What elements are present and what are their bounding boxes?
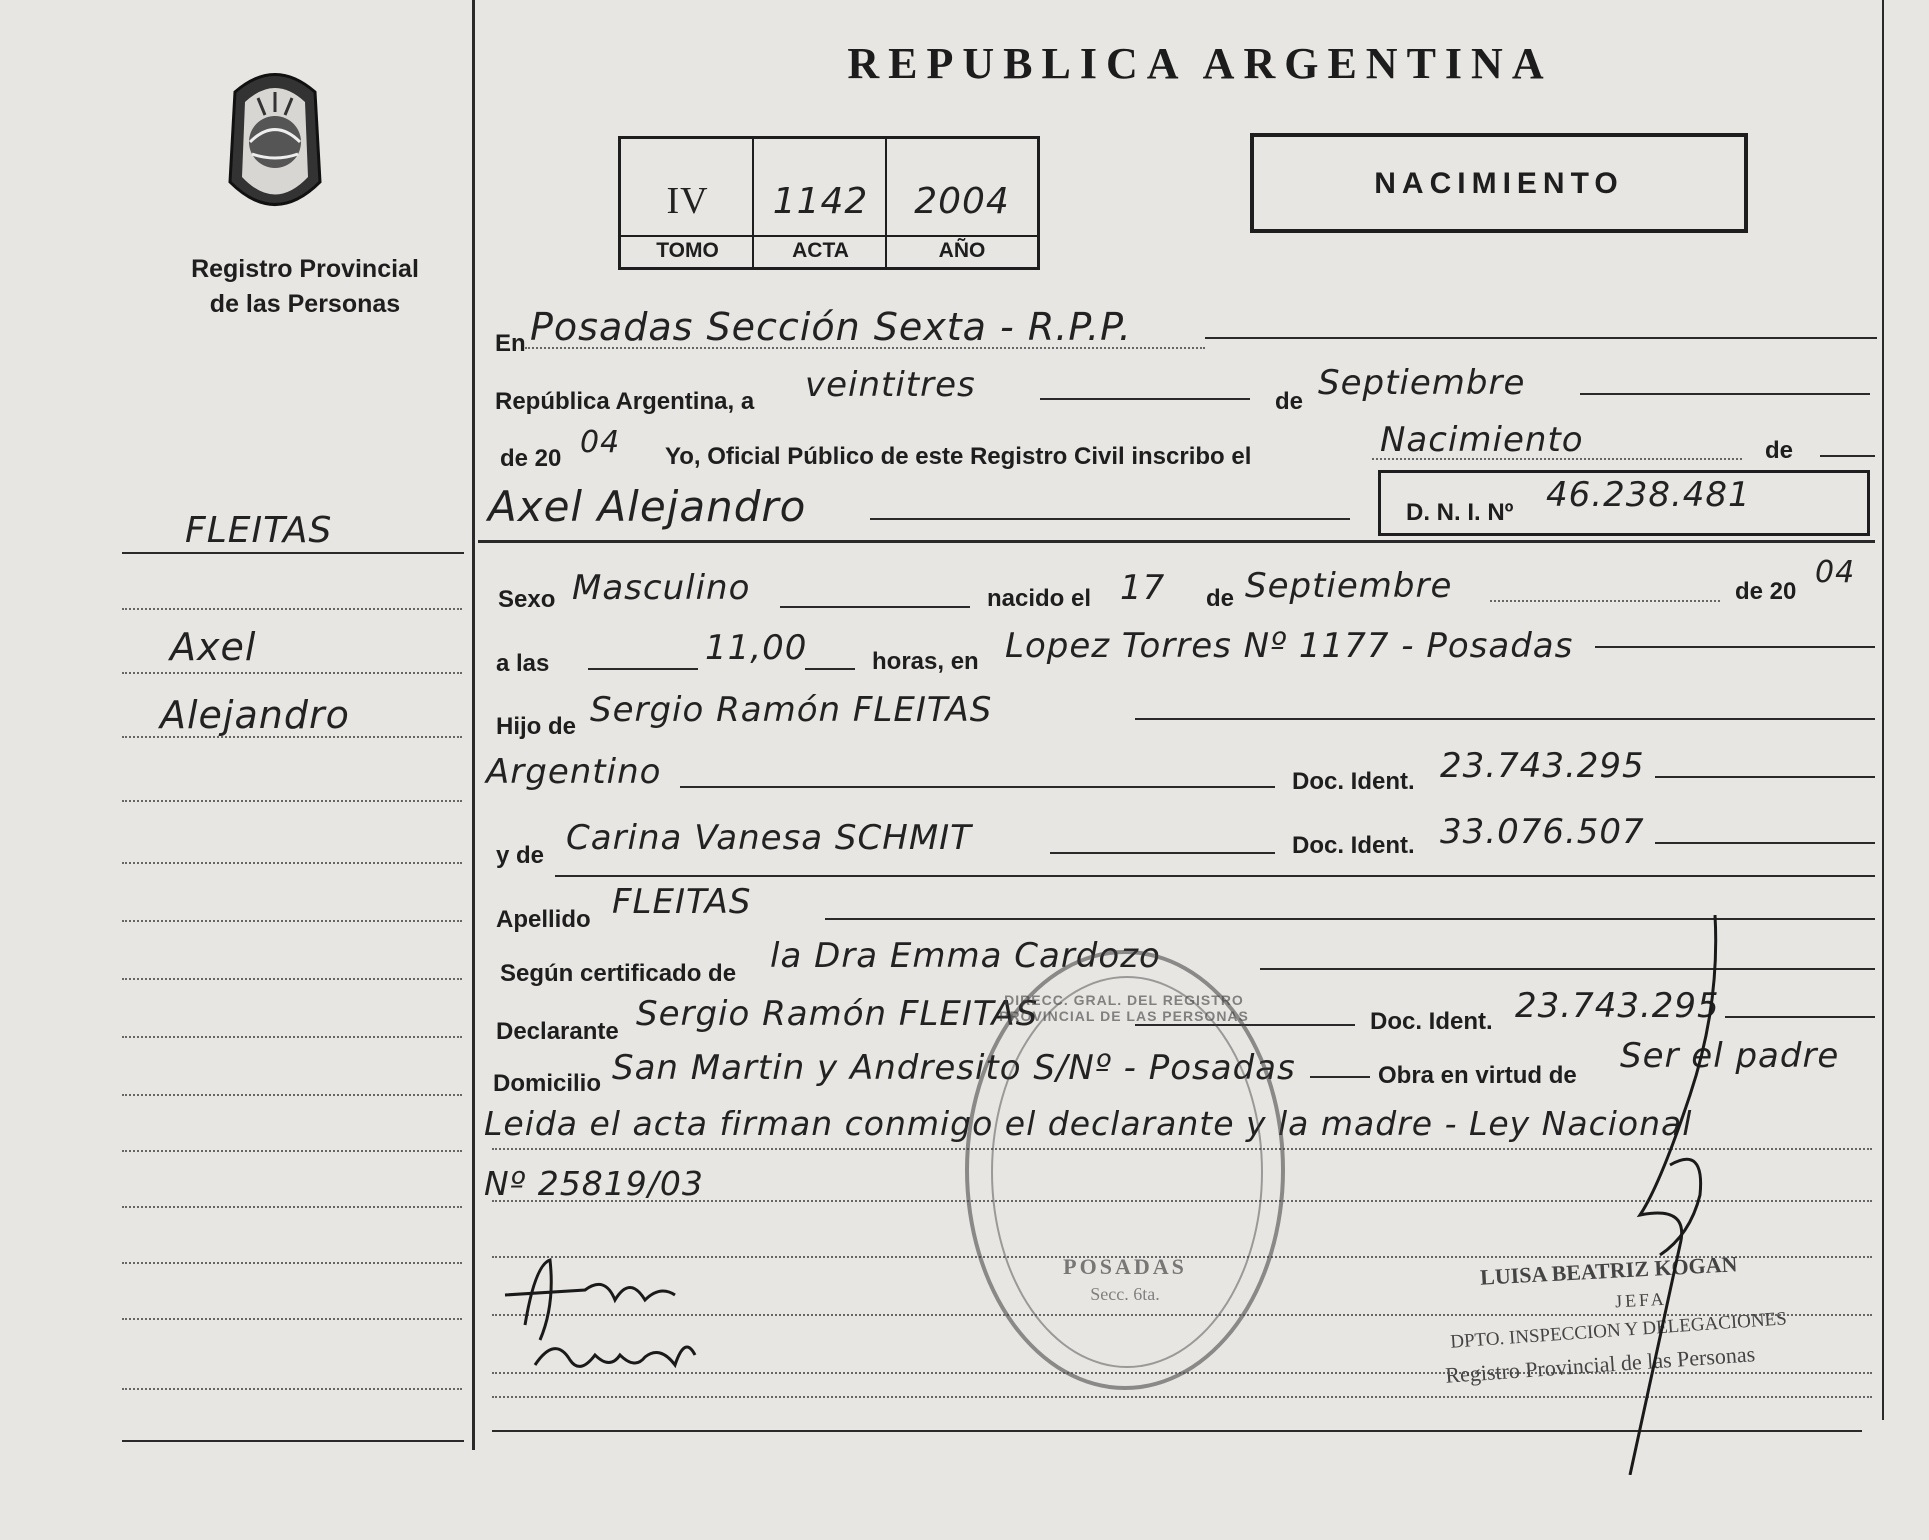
birth-place-line bbox=[1595, 646, 1875, 648]
signature-official bbox=[1620, 915, 1740, 1475]
de-label-3: de bbox=[1206, 585, 1235, 612]
apellido-value: FLEITAS bbox=[612, 882, 752, 922]
registry-name-line2: de las Personas bbox=[209, 290, 401, 318]
de-label-2: de bbox=[1765, 437, 1794, 464]
dni-box bbox=[1378, 470, 1870, 536]
stamp-inner-ring bbox=[991, 976, 1263, 1368]
month-value: Septiembre bbox=[1318, 363, 1526, 403]
margin-given-name-2: Alejandro bbox=[160, 693, 350, 737]
declarante-doc-value: 23.743.295 bbox=[1515, 986, 1720, 1026]
stamp-section: Secc. 6ta. bbox=[1090, 1284, 1160, 1304]
father-doc-line bbox=[1655, 776, 1875, 778]
domicilio-label: Domicilio bbox=[493, 1070, 602, 1097]
margin-dotted-line bbox=[122, 862, 462, 864]
official-name: LUISA BEATRIZ KOGAN bbox=[1479, 1251, 1738, 1290]
mother-name-value: Carina Vanesa SCHMIT bbox=[566, 818, 972, 858]
note-line-1: Leida el acta firman conmigo el declarante y la madre - Ley Nacional bbox=[484, 1104, 1693, 1143]
hijo-label: Hijo de bbox=[496, 713, 577, 740]
acta-value: 1142 bbox=[772, 181, 869, 222]
domicilio-value: San Martin y Andresito S/Nº - Posadas bbox=[612, 1048, 1296, 1088]
row9-full-line bbox=[555, 875, 1875, 877]
mother-doc-value: 33.076.507 bbox=[1440, 812, 1645, 852]
obra-value: Ser el padre bbox=[1620, 1036, 1840, 1076]
father-nationality-line bbox=[680, 786, 1275, 788]
year-prefix-2: de 20 bbox=[1735, 578, 1797, 605]
birth-year-suffix: 04 bbox=[1815, 555, 1856, 590]
margin-dotted-line bbox=[122, 920, 462, 922]
act-word-value: Nacimiento bbox=[1380, 420, 1584, 460]
yde-label: y de bbox=[496, 842, 545, 869]
birth-month-line bbox=[1490, 600, 1720, 602]
birth-time-value: 11,00 bbox=[705, 628, 808, 668]
anio-value: 2004 bbox=[914, 181, 1010, 222]
time-line-left bbox=[588, 668, 698, 670]
birth-place-value: Lopez Torres Nº 1177 - Posadas bbox=[1005, 626, 1574, 666]
margin-dotted-line bbox=[122, 1094, 462, 1096]
declarante-doc-line bbox=[1725, 1016, 1875, 1018]
margin-surname-line bbox=[122, 552, 464, 554]
dni-value: 46.238.481 bbox=[1546, 475, 1751, 515]
child-name-value: Axel Alejandro bbox=[488, 482, 807, 531]
tomo-label: TOMO bbox=[656, 239, 719, 262]
doc-label-2: Doc. Ident. bbox=[1292, 832, 1415, 859]
act-type-box bbox=[1250, 133, 1748, 233]
registry-name-line1: Registro Provincial bbox=[191, 255, 419, 283]
time-line-right bbox=[805, 668, 855, 670]
tomo-value: IV bbox=[666, 180, 709, 222]
declarante-label: Declarante bbox=[496, 1018, 619, 1045]
margin-dotted-line bbox=[122, 800, 462, 802]
en-label: En bbox=[495, 330, 526, 357]
month-line bbox=[1580, 393, 1870, 395]
anio-label: AÑO bbox=[938, 239, 986, 262]
nacido-label: nacido el bbox=[987, 585, 1092, 612]
domicilio-line bbox=[1310, 1076, 1370, 1078]
place-line-end bbox=[1205, 337, 1877, 339]
margin-dotted-line bbox=[122, 1150, 462, 1152]
margin-dotted-line bbox=[122, 608, 462, 610]
day-words-value: veintitres bbox=[805, 365, 976, 405]
official-title: JEFA bbox=[1614, 1288, 1668, 1312]
note-line-2: Nº 25819/03 bbox=[484, 1164, 704, 1203]
birth-month-value: Septiembre bbox=[1245, 566, 1453, 606]
official-registry: Registro Provincial de las Personas bbox=[1444, 1341, 1756, 1388]
de-label: de bbox=[1275, 388, 1304, 415]
margin-dotted-line bbox=[122, 1206, 462, 1208]
father-doc-value: 23.743.295 bbox=[1440, 746, 1645, 786]
margin-surname: FLEITAS bbox=[185, 510, 333, 551]
row4-full-line bbox=[478, 540, 1875, 543]
day-line bbox=[1040, 398, 1250, 400]
margin-dotted-line bbox=[122, 978, 462, 980]
declarante-name-value: Sergio Ramón FLEITAS bbox=[636, 994, 1039, 1034]
act-type-label: NACIMIENTO bbox=[1374, 167, 1624, 200]
acta-label: ACTA bbox=[792, 239, 849, 262]
margin-dotted-line bbox=[122, 736, 462, 738]
registry-round-stamp bbox=[965, 950, 1285, 1390]
father-name-line bbox=[1135, 718, 1875, 720]
margin-dotted-line bbox=[122, 1388, 462, 1390]
republica-label: República Argentina, a bbox=[495, 388, 755, 415]
birth-day-value: 17 bbox=[1120, 568, 1166, 608]
sexo-value: Masculino bbox=[572, 568, 751, 608]
right-edge bbox=[1882, 0, 1884, 1420]
country-title: REPUBLICA ARGENTINA bbox=[847, 39, 1553, 88]
margin-dotted-line bbox=[122, 1318, 462, 1320]
year-prefix: de 20 bbox=[500, 445, 562, 472]
stamp-circle-text: DIRECC. GRAL. DEL REGISTRO PROVINCIAL DE LAS PERSONAS bbox=[999, 992, 1249, 1024]
child-name-line bbox=[870, 518, 1350, 520]
margin-given-name-1: Axel bbox=[170, 625, 257, 669]
alas-label: a las bbox=[496, 650, 550, 677]
segun-label: Según certificado de bbox=[500, 960, 737, 987]
margin-dotted-line bbox=[122, 1262, 462, 1264]
mother-name-line bbox=[1050, 852, 1275, 854]
apellido-label: Apellido bbox=[496, 906, 591, 933]
father-name-value: Sergio Ramón FLEITAS bbox=[590, 690, 993, 730]
official-dept: DPTO. INSPECCION Y DELEGACIONES bbox=[1449, 1308, 1788, 1353]
obra-label: Obra en virtud de bbox=[1378, 1062, 1577, 1089]
oficial-text: Yo, Oficial Público de este Registro Civil inscribo el bbox=[665, 443, 1252, 470]
certificante-line bbox=[1260, 968, 1875, 970]
place-line bbox=[525, 347, 1205, 349]
doc-label: Doc. Ident. bbox=[1292, 768, 1415, 795]
stamp-city: POSADAS bbox=[1063, 1254, 1187, 1279]
margin-divider bbox=[472, 0, 475, 1450]
margin-dotted-line bbox=[122, 672, 462, 674]
horas-label: horas, en bbox=[872, 648, 979, 675]
signature-mother bbox=[525, 1325, 705, 1385]
doc-label-3: Doc. Ident. bbox=[1370, 1008, 1493, 1035]
place-value: Posadas Sección Sexta - R.P.P. bbox=[530, 305, 1132, 349]
certificante-value: la Dra Emma Cardozo bbox=[770, 936, 1161, 976]
margin-dotted-line bbox=[122, 1036, 462, 1038]
margin-bottom-line bbox=[122, 1440, 464, 1442]
provincial-seal-emblem bbox=[220, 62, 330, 232]
record-number-box bbox=[618, 136, 1040, 270]
sexo-label: Sexo bbox=[498, 586, 556, 613]
father-nationality-value: Argentino bbox=[486, 752, 662, 792]
dni-label: D. N. I. Nº bbox=[1406, 499, 1514, 526]
sexo-line bbox=[780, 606, 970, 608]
row3-end-line bbox=[1820, 455, 1875, 457]
year-suffix: 04 bbox=[580, 425, 621, 460]
act-word-line bbox=[1372, 458, 1742, 460]
mother-doc-line bbox=[1655, 842, 1875, 844]
